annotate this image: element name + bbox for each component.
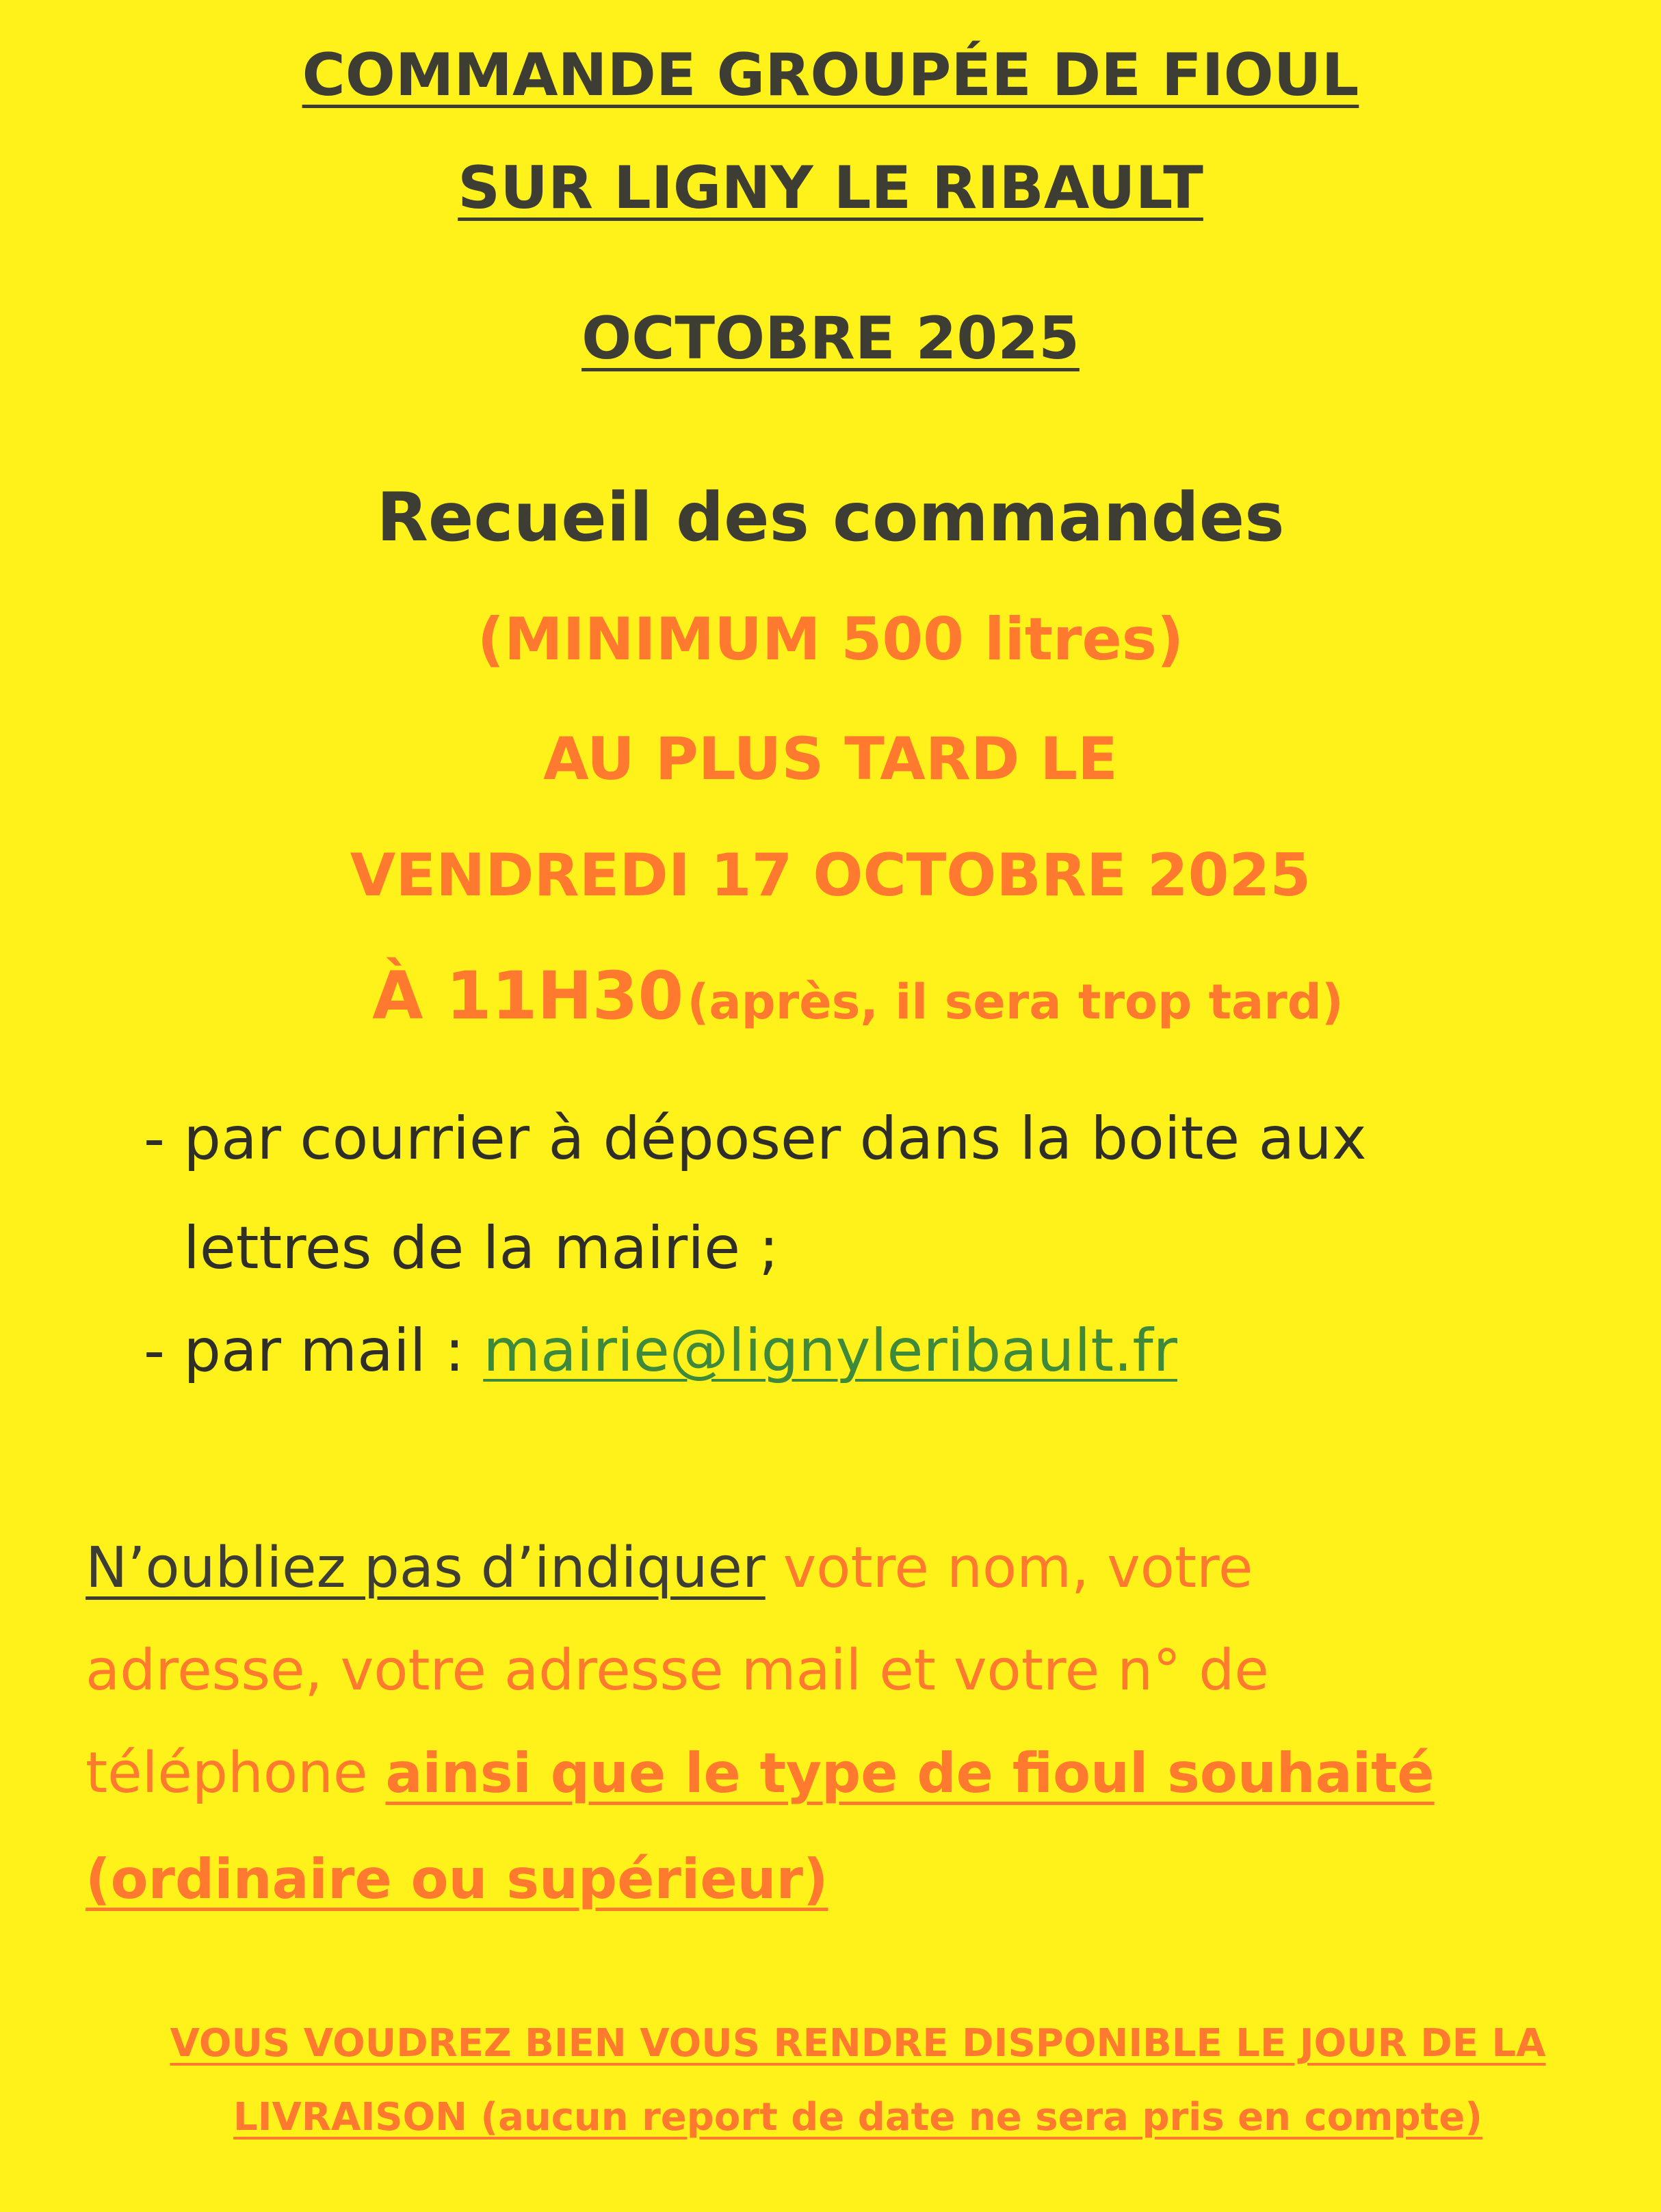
reminder-lead: N’oubliez pas d’indiquer [86, 1536, 766, 1601]
title-line-2: SUR LIGNY LE RIBAULT [458, 154, 1203, 222]
deadline-time: À 11H30 [372, 958, 684, 1034]
reminder-line-3: téléphone ainsi que le type de fioul souhaité [86, 1741, 1435, 1806]
reminder-line-1: N’oubliez pas d’indiquer votre nom, votre [86, 1536, 1253, 1601]
email-link[interactable]: mairie@lignyleribault.fr [483, 1317, 1178, 1385]
deadline-time-line [27, 958, 1661, 1034]
fuel-type-emphasis: ainsi que le type de fioul souhaité [385, 1741, 1435, 1805]
deadline-line-2: VENDREDI 17 OCTOBRE 2025 [350, 841, 1311, 910]
title-line-1: COMMANDE GROUPÉE DE FIOUL [302, 41, 1359, 109]
collection-heading: Recueil des commandes [376, 479, 1285, 557]
title-month: OCTOBRE 2025 [581, 304, 1080, 373]
method-mail-drop-line-2: lettres de la mairie ; [183, 1214, 779, 1282]
footer-line-1: VOUS VOUDREZ BIEN VOUS RENDRE DISPONIBLE LE JOUR DE LA [170, 2021, 1546, 2066]
method-email-prefix: - par mail : [144, 1317, 484, 1385]
reminder-line-4 [86, 1847, 828, 1912]
deadline-note: (après, il sera trop tard) [687, 974, 1344, 1030]
deadline-line-1: AU PLUS TARD LE [543, 725, 1118, 793]
minimum-quantity: (MINIMUM 500 litres) [477, 605, 1184, 674]
reminder-line-2: adresse, votre adresse mail et votre n° de [86, 1638, 1269, 1703]
fuel-type-options: (ordinaire ou supérieur) [86, 1847, 828, 1911]
method-email-line [144, 1317, 1177, 1385]
footer-line-2: LIVRAISON (aucun report de date ne sera pris en compte) [233, 2095, 1482, 2139]
method-mail-drop-line-1: - par courrier à déposer dans la boite aux [144, 1105, 1367, 1173]
